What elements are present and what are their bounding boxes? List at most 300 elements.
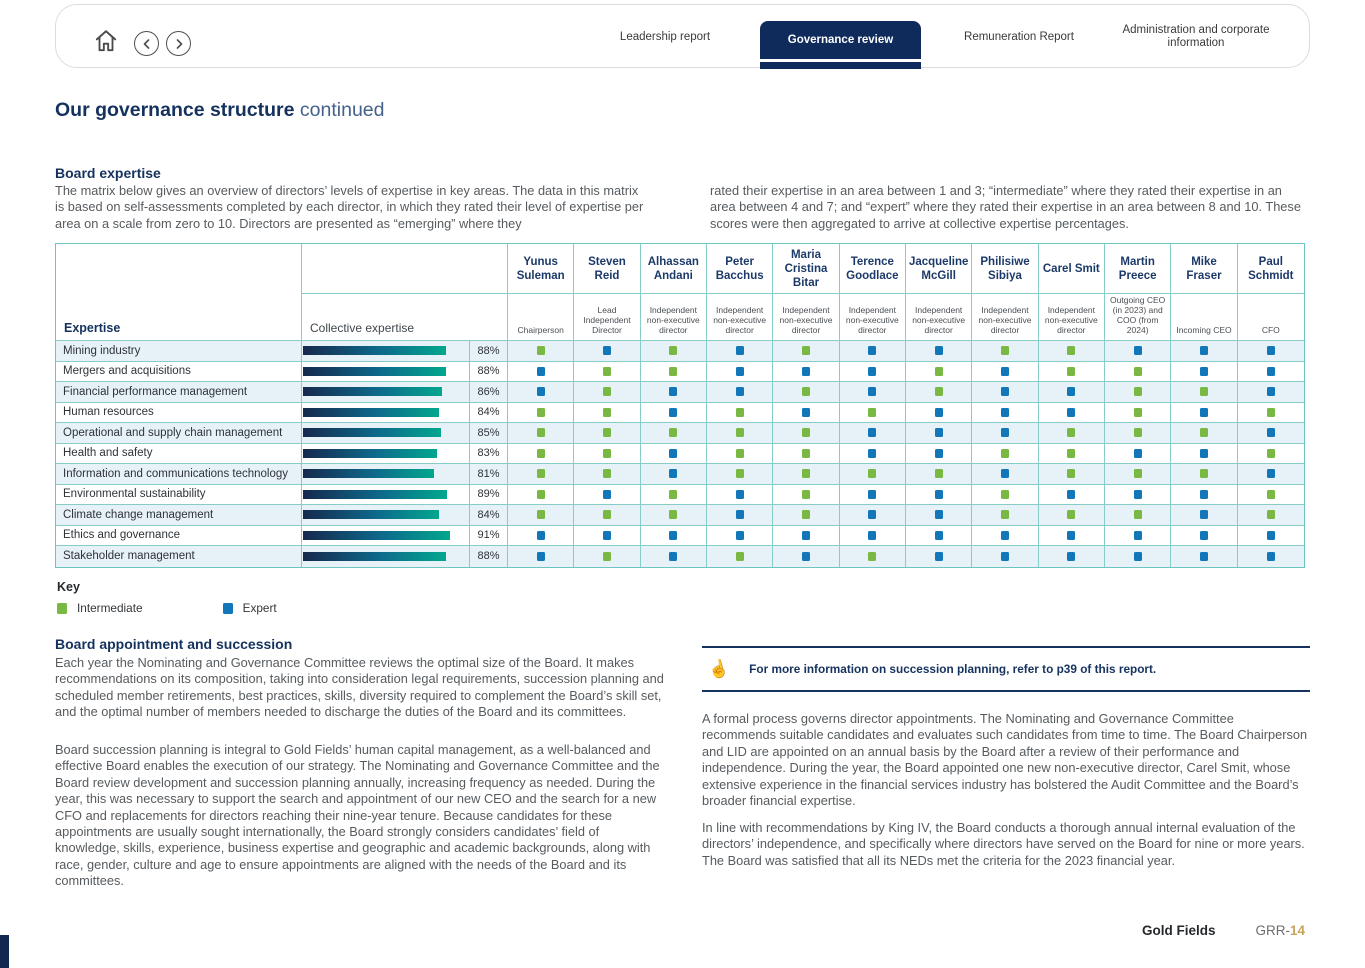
expert-marker	[736, 346, 744, 355]
expert-marker	[802, 531, 810, 540]
matrix-cell	[1238, 546, 1304, 567]
director-name: Carel Smit	[1039, 244, 1105, 294]
matrix-cell	[972, 403, 1038, 424]
expert-marker	[1001, 552, 1009, 561]
matrix-cell	[641, 485, 707, 506]
matrix-cell	[773, 403, 839, 424]
expert-marker	[1067, 408, 1075, 417]
collective-bar-cell	[302, 362, 470, 383]
matrix-cell	[1039, 362, 1105, 383]
expert-marker	[1267, 367, 1275, 376]
director-role: Independent non-executive director	[1039, 294, 1105, 341]
collective-bar	[303, 346, 446, 355]
director-role: Chairperson	[508, 294, 574, 341]
matrix-cell	[906, 341, 972, 362]
director-appointments-paragraph: A formal process governs director appointments. The Nominating and Governance Committee recommends suitable candidates and evaluates such candidates from time to time. The Board Chairperson and LID are appointed on an annual basis by the Board after a review of their performance and independence. During the year, the Board appointed one new non-executive director, Carel Smit, whose extensive experience in the financial services industry has bolstered the Audit Committee and the Board’s broader financial expertise.	[702, 711, 1308, 809]
intermediate-key-swatch	[57, 603, 67, 614]
expert-marker	[1001, 408, 1009, 417]
matrix-cell	[1039, 403, 1105, 424]
matrix-cell	[707, 485, 773, 506]
intermediate-marker	[669, 510, 677, 519]
expert-marker	[935, 531, 943, 540]
collective-bar-cell	[302, 485, 470, 506]
director-role: CFO	[1238, 294, 1304, 341]
matrix-cell	[906, 464, 972, 485]
director-name: Martin Preece	[1105, 244, 1171, 294]
matrix-cell	[574, 444, 640, 465]
matrix-cell	[906, 362, 972, 383]
expert-marker	[537, 367, 545, 376]
intermediate-marker	[1200, 428, 1208, 437]
matrix-cell	[1171, 464, 1237, 485]
expert-marker	[1267, 469, 1275, 478]
matrix-cell	[707, 403, 773, 424]
intermediate-marker	[935, 367, 943, 376]
matrix-cell	[1105, 403, 1171, 424]
king-iv-paragraph: In line with recommendations by King IV, the Board conducts a thorough annual internal evaluation of the directors’ independence, and specifically where directors have served on the Board for nine or more years. The Board was satisfied that all its NEDs met the criteria for the 2023 financial year.	[702, 820, 1305, 868]
matrix-cell	[1238, 423, 1304, 444]
collective-pct: 88%	[470, 546, 508, 567]
intermediate-marker	[537, 510, 545, 519]
expert-marker	[802, 367, 810, 376]
expert-marker	[736, 367, 744, 376]
matrix-cell	[773, 485, 839, 506]
expert-marker	[935, 449, 943, 458]
matrix-cell	[707, 526, 773, 547]
back-button[interactable]	[134, 31, 159, 56]
matrix-cell	[508, 403, 574, 424]
intermediate-marker	[1001, 490, 1009, 499]
expert-marker	[1267, 387, 1275, 396]
matrix-cell	[641, 444, 707, 465]
matrix-cell	[906, 423, 972, 444]
expert-marker	[1001, 387, 1009, 396]
expert-marker	[1200, 346, 1208, 355]
board-expertise-heading: Board expertise	[55, 165, 161, 181]
expert-marker	[1134, 531, 1142, 540]
matrix-cell	[574, 403, 640, 424]
expert-marker	[1001, 367, 1009, 376]
row-label: Information and communications technology	[56, 464, 302, 485]
intermediate-marker	[1067, 469, 1075, 478]
intermediate-marker	[603, 367, 611, 376]
collective-pct: 81%	[470, 464, 508, 485]
matrix-cell	[972, 546, 1038, 567]
intermediate-marker	[537, 408, 545, 417]
matrix-cell	[1039, 341, 1105, 362]
matrix-cell	[707, 546, 773, 567]
director-name: Peter Bacchus	[707, 244, 773, 294]
active-tab-underline	[760, 62, 921, 69]
home-icon[interactable]	[93, 28, 119, 54]
matrix-cell	[906, 546, 972, 567]
matrix-cell	[906, 382, 972, 403]
matrix-cell	[1171, 341, 1237, 362]
matrix-cell	[840, 423, 906, 444]
matrix-cell	[508, 362, 574, 383]
expert-marker	[669, 449, 677, 458]
page-number	[1255, 923, 1305, 938]
matrix-cell	[773, 423, 839, 444]
expert-marker	[868, 367, 876, 376]
intermediate-marker	[537, 490, 545, 499]
matrix-cell	[641, 382, 707, 403]
matrix-cell	[1105, 444, 1171, 465]
matrix-cell	[1105, 505, 1171, 526]
matrix-cell	[641, 403, 707, 424]
matrix-cell	[773, 505, 839, 526]
collective-bar	[303, 510, 439, 519]
intermediate-marker	[1267, 449, 1275, 458]
intro-paragraph-left: The matrix below gives an overview of directors’ levels of expertise in key areas. The data in this matrix is based on self-assessments completed by each director, in which they rated their level of expertise per area on a scale from zero to 10. Directors are presented as “emerging” where they	[55, 183, 644, 231]
intermediate-marker	[1200, 387, 1208, 396]
row-label: Environmental sustainability	[56, 485, 302, 506]
forward-button[interactable]	[166, 31, 191, 56]
key-heading: Key	[57, 580, 80, 594]
row-label: Financial performance management	[56, 382, 302, 403]
director-name: Alhassan Andani	[641, 244, 707, 294]
director-role: Outgoing CEO (in 2023) and COO (from 2024)	[1105, 294, 1171, 341]
intermediate-marker	[603, 408, 611, 417]
expert-marker	[1200, 490, 1208, 499]
matrix-cell	[1171, 382, 1237, 403]
matrix-cell	[707, 505, 773, 526]
expert-marker	[603, 531, 611, 540]
row-label: Stakeholder management	[56, 546, 302, 567]
collective-pct: 83%	[470, 444, 508, 465]
expert-marker	[537, 552, 545, 561]
collective-bar-cell	[302, 382, 470, 403]
intermediate-marker	[1134, 510, 1142, 519]
matrix-cell	[1171, 444, 1237, 465]
expert-marker	[669, 408, 677, 417]
matrix-cell	[1039, 505, 1105, 526]
tab-leadership-report[interactable]: Leadership report	[619, 30, 711, 43]
matrix-cell	[508, 526, 574, 547]
expert-marker	[1134, 490, 1142, 499]
expert-marker	[868, 490, 876, 499]
director-name: Maria Cristina Bitar	[773, 244, 839, 294]
matrix-cell	[508, 423, 574, 444]
expert-marker	[1200, 510, 1208, 519]
expert-marker	[736, 387, 744, 396]
tab-administration-information[interactable]: Administration and corporate information	[1122, 24, 1270, 49]
director-name: Philisiwe Sibiya	[972, 244, 1038, 294]
matrix-cell	[1171, 423, 1237, 444]
matrix-cell	[1105, 526, 1171, 547]
expert-marker	[603, 346, 611, 355]
intermediate-marker	[736, 552, 744, 561]
director-role: Lead Independent Director	[574, 294, 640, 341]
key-legend	[57, 601, 277, 615]
matrix-cell	[906, 526, 972, 547]
collective-pct: 88%	[470, 362, 508, 383]
matrix-cell	[972, 341, 1038, 362]
matrix-cell	[707, 423, 773, 444]
intermediate-marker	[603, 469, 611, 478]
collective-bar-cell	[302, 464, 470, 485]
intermediate-marker	[1001, 346, 1009, 355]
tab-remuneration-report[interactable]: Remuneration Report	[964, 30, 1074, 43]
intermediate-marker	[1067, 367, 1075, 376]
expert-marker	[868, 428, 876, 437]
expert-marker	[1200, 531, 1208, 540]
intermediate-marker	[736, 408, 744, 417]
collective-header-spacer	[302, 244, 508, 294]
matrix-cell	[972, 485, 1038, 506]
collective-bar-cell	[302, 505, 470, 526]
intermediate-marker	[669, 346, 677, 355]
matrix-cell	[641, 423, 707, 444]
matrix-cell	[1039, 444, 1105, 465]
expert-marker	[802, 408, 810, 417]
expert-marker	[1200, 367, 1208, 376]
intermediate-marker	[802, 387, 810, 396]
intermediate-marker	[802, 346, 810, 355]
matrix-cell	[1039, 382, 1105, 403]
matrix-cell	[707, 341, 773, 362]
matrix-cell	[1039, 464, 1105, 485]
intermediate-marker	[1200, 469, 1208, 478]
intermediate-marker	[802, 469, 810, 478]
matrix-cell	[972, 382, 1038, 403]
expert-marker	[935, 428, 943, 437]
matrix-cell	[574, 546, 640, 567]
matrix-cell	[773, 546, 839, 567]
expert-marker	[1134, 552, 1142, 561]
matrix-cell	[840, 362, 906, 383]
expert-marker	[868, 387, 876, 396]
matrix-cell	[508, 485, 574, 506]
matrix-cell	[574, 464, 640, 485]
matrix-cell	[840, 444, 906, 465]
intermediate-marker	[802, 449, 810, 458]
expert-marker	[537, 387, 545, 396]
matrix-cell	[972, 444, 1038, 465]
matrix-cell	[773, 382, 839, 403]
director-name: Paul Schmidt	[1238, 244, 1304, 294]
expert-key-swatch	[223, 603, 233, 614]
page-title	[55, 99, 384, 122]
intermediate-marker	[935, 469, 943, 478]
row-label: Mining industry	[56, 341, 302, 362]
expert-marker	[1001, 469, 1009, 478]
matrix-cell	[508, 546, 574, 567]
matrix-cell	[1238, 403, 1304, 424]
collective-pct: 84%	[470, 403, 508, 424]
matrix-cell	[906, 403, 972, 424]
intermediate-marker	[1134, 367, 1142, 376]
intermediate-marker	[802, 510, 810, 519]
matrix-cell	[707, 444, 773, 465]
expert-marker	[802, 552, 810, 561]
expert-marker	[935, 552, 943, 561]
expert-marker	[537, 531, 545, 540]
matrix-cell	[840, 382, 906, 403]
director-role: Independent non-executive director	[707, 294, 773, 341]
intermediate-marker	[736, 428, 744, 437]
expert-marker	[1067, 387, 1075, 396]
intermediate-marker	[603, 552, 611, 561]
matrix-cell	[972, 362, 1038, 383]
matrix-cell	[574, 526, 640, 547]
expert-marker	[1200, 449, 1208, 458]
pointer-hand-icon: ☝	[706, 657, 732, 681]
matrix-cell	[1171, 403, 1237, 424]
matrix-cell	[508, 444, 574, 465]
matrix-cell	[773, 464, 839, 485]
matrix-cell	[1171, 505, 1237, 526]
expert-marker	[1067, 490, 1075, 499]
expert-marker	[935, 408, 943, 417]
collective-bar-cell	[302, 444, 470, 465]
intermediate-marker	[868, 408, 876, 417]
intermediate-marker	[935, 387, 943, 396]
collective-bar	[303, 531, 450, 540]
matrix-cell	[508, 341, 574, 362]
intermediate-marker	[1134, 469, 1142, 478]
director-name: Terence Goodlace	[840, 244, 906, 294]
director-name: Jacqueline McGill	[906, 244, 972, 294]
matrix-cell	[1039, 423, 1105, 444]
collective-bar-cell	[302, 403, 470, 424]
matrix-cell	[707, 362, 773, 383]
director-role: Independent non-executive director	[906, 294, 972, 341]
expert-marker	[935, 490, 943, 499]
expert-marker	[868, 510, 876, 519]
matrix-cell	[1039, 526, 1105, 547]
expert-marker	[1067, 531, 1075, 540]
expert-marker	[1267, 346, 1275, 355]
matrix-cell	[641, 546, 707, 567]
collective-bar-cell	[302, 526, 470, 547]
row-label: Mergers and acquisitions	[56, 362, 302, 383]
expert-marker	[868, 346, 876, 355]
intermediate-marker	[537, 469, 545, 478]
director-role: Independent non-executive director	[773, 294, 839, 341]
intermediate-marker	[1067, 510, 1075, 519]
expert-marker	[868, 449, 876, 458]
expert-marker	[1001, 428, 1009, 437]
matrix-cell	[1105, 423, 1171, 444]
page-title-main: Our governance structure	[55, 99, 295, 121]
intermediate-marker	[1267, 408, 1275, 417]
matrix-cell	[1171, 546, 1237, 567]
page-number-prefix: GRR-	[1255, 923, 1290, 938]
matrix-cell	[1238, 464, 1304, 485]
expert-marker	[935, 510, 943, 519]
collective-bar-cell	[302, 341, 470, 362]
intermediate-marker	[1001, 510, 1009, 519]
matrix-cell	[1171, 526, 1237, 547]
director-role: Independent non-executive director	[840, 294, 906, 341]
matrix-cell	[840, 485, 906, 506]
matrix-cell	[773, 362, 839, 383]
matrix-cell	[1105, 382, 1171, 403]
expert-marker	[603, 490, 611, 499]
row-label: Human resources	[56, 403, 302, 424]
matrix-cell	[1105, 341, 1171, 362]
collective-bar	[303, 552, 446, 561]
matrix-cell	[1105, 485, 1171, 506]
expert-marker	[669, 531, 677, 540]
collective-pct: 84%	[470, 505, 508, 526]
board-appointment-heading: Board appointment and succession	[55, 636, 293, 652]
matrix-cell	[972, 464, 1038, 485]
matrix-cell	[1238, 505, 1304, 526]
appointment-paragraph-2: Board succession planning is integral to Gold Fields’ human capital management, as a well-balanced and effective Board enables the execution of our strategy. The Nominating and Governance Committee and the Board review development and succession planning annually, increasing frequency as needed. During the year, this was necessary to support the search and appointment of our new CEO and the search for a new CFO and replacements for directors reaching their nine-year tenure. Because candidates for these appointments are usually sought internationally, the Board strongly considers candidates’ field of knowledge, skills, experience, business expertise and geographic and academic backgrounds, along with race, gender, culture and age to ensure appointments are aligned with the needs of the Board and its committees.	[55, 742, 660, 889]
expert-marker	[868, 531, 876, 540]
intermediate-marker	[1134, 408, 1142, 417]
collective-bar	[303, 449, 437, 458]
matrix-cell	[1238, 382, 1304, 403]
collective-bar	[303, 490, 447, 499]
matrix-cell	[707, 382, 773, 403]
intermediate-marker	[802, 490, 810, 499]
intermediate-marker	[1067, 449, 1075, 458]
intermediate-marker	[1067, 346, 1075, 355]
matrix-cell	[574, 362, 640, 383]
row-label: Health and safety	[56, 444, 302, 465]
matrix-cell	[840, 341, 906, 362]
succession-planning-callout[interactable]	[702, 646, 1310, 692]
collective-header-cell: Collective expertise	[302, 294, 508, 341]
matrix-cell	[1238, 485, 1304, 506]
page-footer	[1000, 923, 1305, 938]
matrix-cell	[840, 464, 906, 485]
expert-marker	[1200, 552, 1208, 561]
director-role: Independent non-executive director	[972, 294, 1038, 341]
expert-marker	[1200, 408, 1208, 417]
intermediate-marker	[603, 449, 611, 458]
matrix-cell	[972, 423, 1038, 444]
intermediate-marker	[736, 469, 744, 478]
matrix-cell	[840, 505, 906, 526]
matrix-cell	[641, 526, 707, 547]
expert-key-label: Expert	[242, 601, 277, 615]
matrix-cell	[840, 403, 906, 424]
intermediate-marker	[802, 428, 810, 437]
matrix-cell	[1171, 485, 1237, 506]
matrix-cell	[1238, 362, 1304, 383]
matrix-cell	[1105, 464, 1171, 485]
matrix-cell	[508, 505, 574, 526]
matrix-cell	[574, 382, 640, 403]
expert-marker	[669, 469, 677, 478]
director-name: Yunus Suleman	[508, 244, 574, 294]
matrix-cell	[972, 505, 1038, 526]
matrix-cell	[574, 505, 640, 526]
expert-marker	[935, 346, 943, 355]
collective-bar	[303, 387, 442, 396]
tab-governance-review[interactable]: Governance review	[760, 21, 921, 59]
collective-bar	[303, 367, 446, 376]
matrix-cell	[1238, 341, 1304, 362]
matrix-cell	[707, 464, 773, 485]
intermediate-marker	[669, 490, 677, 499]
row-label: Operational and supply chain management	[56, 423, 302, 444]
expert-marker	[1134, 346, 1142, 355]
collective-pct: 86%	[470, 382, 508, 403]
matrix-cell	[641, 464, 707, 485]
matrix-cell	[1105, 546, 1171, 567]
intermediate-marker	[868, 552, 876, 561]
matrix-cell	[1238, 526, 1304, 547]
collective-pct: 91%	[470, 526, 508, 547]
intermediate-marker	[1067, 428, 1075, 437]
matrix-cell	[840, 546, 906, 567]
intermediate-marker	[603, 387, 611, 396]
